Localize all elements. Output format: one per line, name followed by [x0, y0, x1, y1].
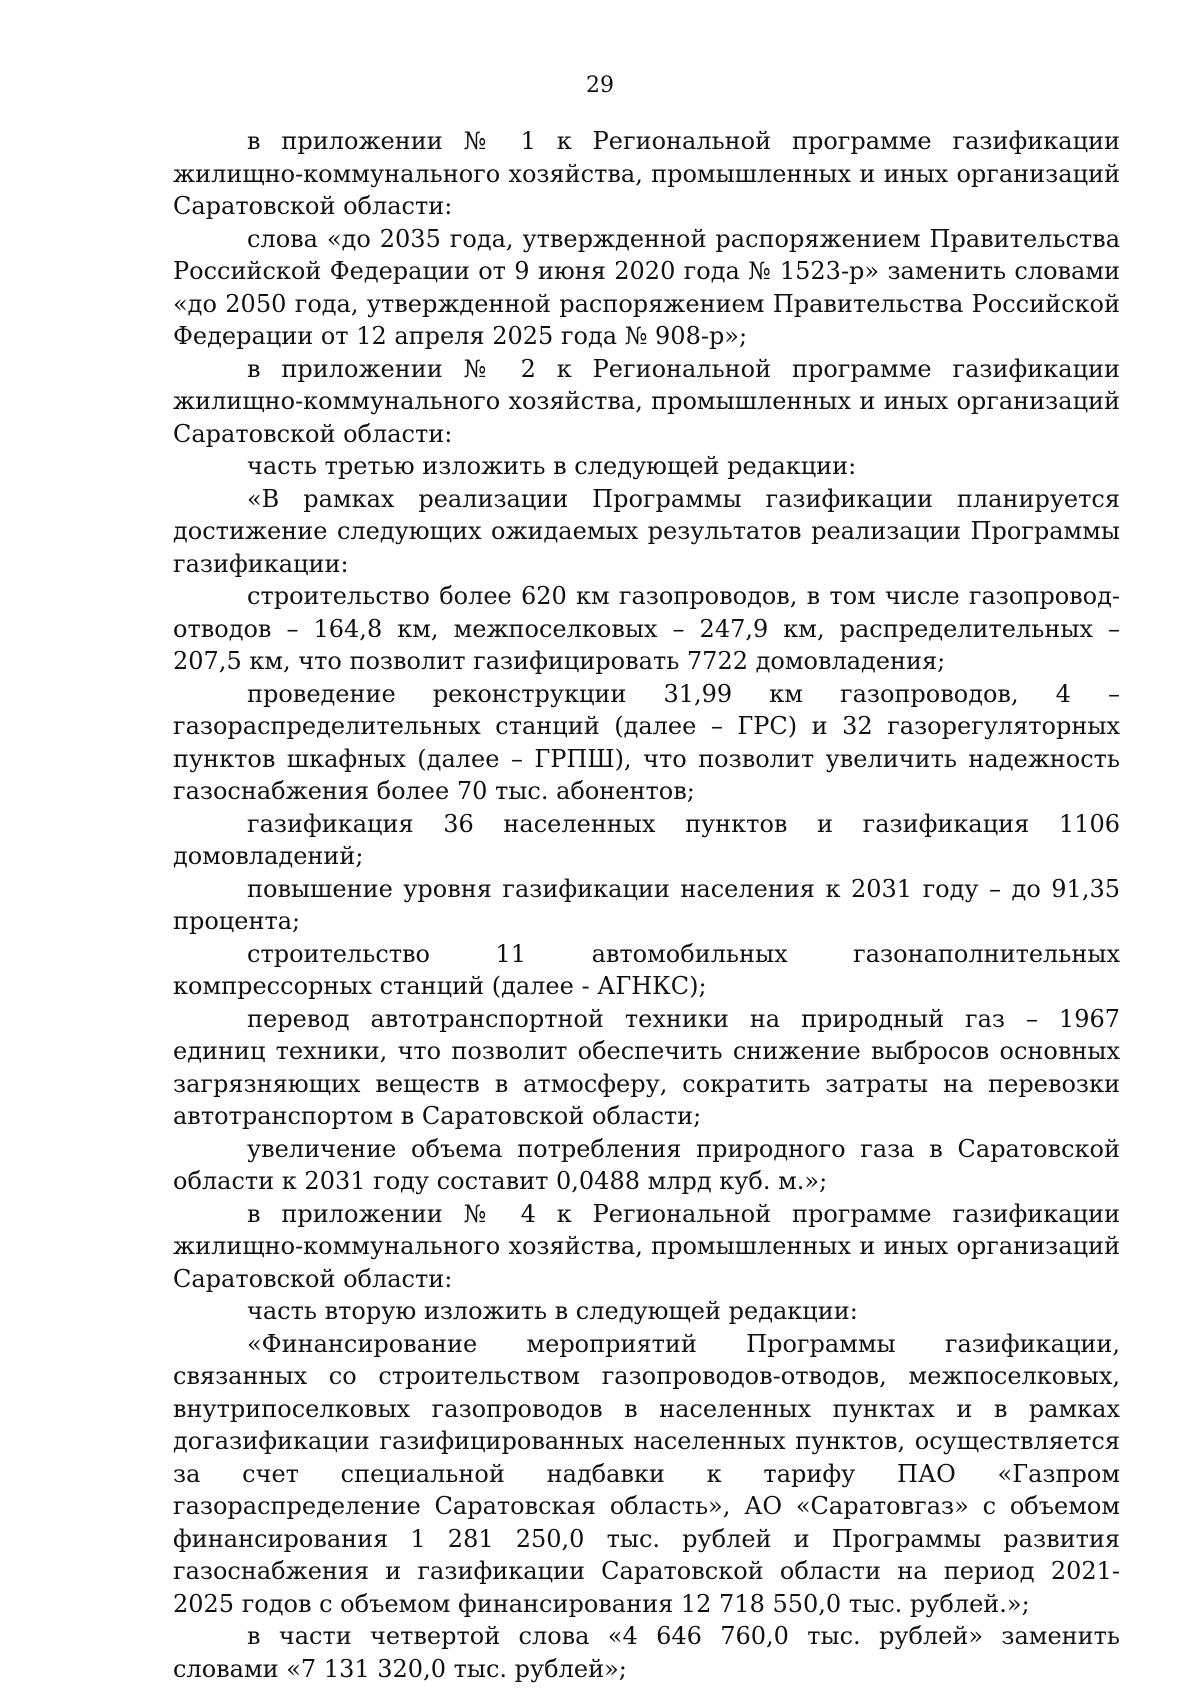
- document-body: [173, 125, 1120, 1685]
- paragraph: часть вторую изложить в следующей редакции:: [247, 1297, 858, 1325]
- paragraph: увеличение объема потребления природного газа в Саратовской области к 2031 году составит 0,0488 млрд куб. м.»;: [173, 1134, 1120, 1195]
- page-number: 29: [586, 73, 614, 98]
- paragraph: часть третью изложить в следующей редакции:: [247, 452, 857, 480]
- paragraph: в части четвертой слова «4 646 760,0 тыс. рублей» заменить словами «7 131 320,0 тыс. рублей»;: [173, 1622, 1120, 1683]
- paragraph: газификация 36 населенных пунктов и газификация 1106 домовладений;: [173, 809, 1120, 870]
- paragraph: «Финансирование мероприятий Программы газификации, связанных со строительством газопроводов-отводов, межпоселковых, внутрипоселковых газопроводов в населенных пунктах и в рамках догазификации газифицированных населенных пунктов, осуществляется за счет специальной надбавки к тарифу ПАО «Газпром газораспределение Саратовская область», АО «Саратовгаз» с объемом финансирования 1 281 250,0 тыс. рублей и Программы развития газоснабжения и газификации Саратовской области на период 2021-2025 годов с объемом финансирования 12 718 550,0 тыс. рублей.»;: [173, 1329, 1120, 1618]
- paragraph: в приложении № 2 к Региональной программе газификации жилищно-коммунального хозяйства, промышленных и иных организаций Саратовской области:: [173, 354, 1120, 448]
- paragraph: в приложении № 4 к Региональной программе газификации жилищно-коммунального хозяйства, промышленных и иных организаций Саратовской области:: [173, 1199, 1120, 1293]
- paragraph: проведение реконструкции 31,99 км газопроводов, 4 – газораспределительных станций (далее – ГРС) и 32 газорегуляторных пунктов шкафных (далее – ГРПШ), что позволит увеличить надежность газоснабжения более 70 тыс. абонентов;: [173, 679, 1120, 805]
- paragraph: перевод автотранспортной техники на природный газ – 1967 единиц техники, что позволит обеспечить снижение выбросов основных загрязняющих веществ в атмосферу, сократить затраты на перевозки автотранспортом в Саратовской области;: [173, 1004, 1120, 1130]
- paragraph: строительство более 620 км газопроводов, в том числе газопровод-отводов – 164,8 км, межпоселковых – 247,9 км, распределительных – 207,5 км, что позволит газифицировать 7722 домовладения;: [173, 582, 1120, 675]
- paragraph: слова «до 2035 года, утвержденной распоряжением Правительства Российской Федерации от 9 июня 2020 года № 1523-р» заменить словами «до 2050 года, утвержденной распоряжением Правительства Российской Федерации от 12 апреля 2025 года № 908-р»;: [173, 224, 1120, 350]
- paragraph: строительство 11 автомобильных газонаполнительных компрессорных станций (далее - АГНКС);: [173, 939, 1120, 1000]
- paragraph: «В рамках реализации Программы газификации планируется достижение следующих ожидаемых результатов реализации Программы газификации:: [173, 484, 1120, 578]
- paragraph: повышение уровня газификации населения к 2031 году – до 91,35 процента;: [173, 874, 1120, 935]
- paragraph: в приложении № 1 к Региональной программе газификации жилищно-коммунального хозяйства, промышленных и иных организаций Саратовской области:: [173, 127, 1120, 220]
